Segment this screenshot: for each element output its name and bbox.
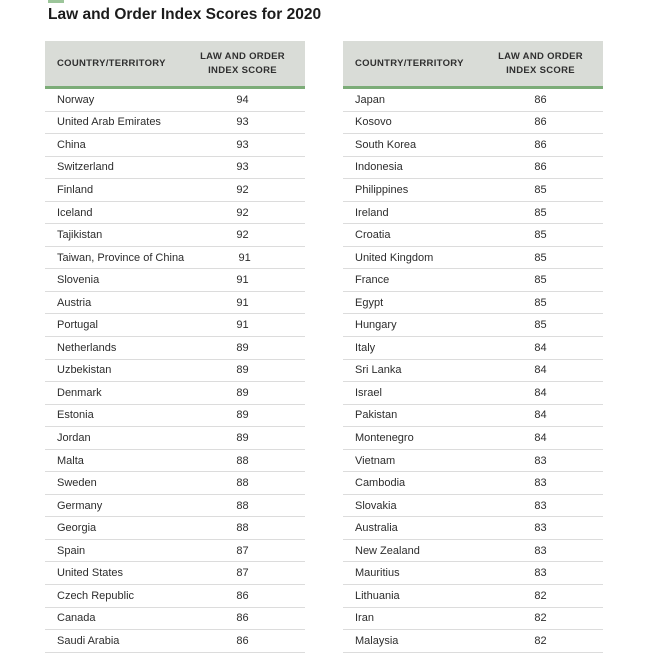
score-cell: 89: [236, 431, 249, 444]
country-cell: Kosovo: [355, 116, 392, 129]
table-row: [45, 314, 305, 337]
score-cell: 85: [534, 251, 547, 264]
country-cell: Croatia: [355, 229, 391, 242]
country-cell: Hungary: [355, 319, 397, 332]
country-cell: Uzbekistan: [57, 364, 112, 377]
table-row: [343, 157, 603, 180]
score-header-line1: LAW AND ORDER: [498, 50, 583, 62]
score-cell: 83: [534, 544, 547, 557]
score-header-line2: INDEX SCORE: [208, 64, 277, 76]
country-cell: Canada: [57, 612, 96, 625]
score-cell: 91: [236, 296, 249, 309]
table-row: [343, 337, 603, 360]
country-cell: Austria: [57, 296, 92, 309]
country-cell: South Korea: [355, 138, 417, 151]
country-cell: Cambodia: [355, 477, 406, 490]
country-cell: Taiwan, Province of China: [57, 251, 185, 264]
country-cell: Malta: [57, 454, 84, 467]
country-cell: Sri Lanka: [355, 364, 402, 377]
score-cell: 82: [534, 589, 547, 602]
table-row: [343, 495, 603, 518]
table-row: [45, 495, 305, 518]
country-cell: United Kingdom: [355, 251, 434, 264]
score-cell: 86: [236, 612, 249, 625]
score-cell: 94: [236, 93, 249, 106]
table-row: [45, 540, 305, 563]
country-cell: Egypt: [355, 296, 384, 309]
table-row: [45, 157, 305, 180]
score-cell: 85: [534, 183, 547, 196]
score-cell: 92: [236, 229, 249, 242]
score-cell: 84: [534, 431, 547, 444]
page-title: Law and Order Index Scores for 2020: [48, 6, 322, 23]
score-cell: 83: [534, 522, 547, 535]
country-cell: Malaysia: [355, 634, 399, 647]
score-cell: 91: [236, 274, 249, 287]
score-header-line2: INDEX SCORE: [506, 64, 575, 76]
country-cell: France: [355, 274, 390, 287]
country-cell: Vietnam: [355, 454, 396, 467]
table-row: [343, 269, 603, 292]
country-cell: Jordan: [57, 431, 91, 444]
score-cell: 85: [534, 296, 547, 309]
table-row: [45, 472, 305, 495]
score-cell: 87: [236, 567, 249, 580]
table-row: [45, 608, 305, 631]
country-cell: Mauritius: [355, 567, 400, 580]
table-header: [45, 41, 305, 89]
score-cell: 85: [534, 206, 547, 219]
country-cell: Montenegro: [355, 431, 414, 444]
table-row: [343, 314, 603, 337]
table-row: [343, 247, 603, 270]
score-cell: 83: [534, 477, 547, 490]
table-row: [45, 247, 305, 270]
country-cell: Australia: [355, 522, 398, 535]
country-cell: Pakistan: [355, 409, 398, 422]
table-row: [343, 134, 603, 157]
table-row: [343, 630, 603, 653]
score-cell: 92: [236, 183, 249, 196]
table-row: [343, 405, 603, 428]
country-cell: Iceland: [57, 206, 93, 219]
score-cell: 84: [534, 341, 547, 354]
table-row: [343, 112, 603, 135]
table-row: [343, 450, 603, 473]
table-row: [45, 112, 305, 135]
table-row: [45, 89, 305, 112]
score-cell: 89: [236, 364, 249, 377]
country-cell: United Arab Emirates: [57, 116, 161, 129]
score-cell: 89: [236, 386, 249, 399]
score-cell: 91: [236, 319, 249, 332]
country-cell: Sweden: [57, 477, 97, 490]
score-column-header: [478, 50, 603, 78]
table-row: [343, 540, 603, 563]
table-row: [45, 224, 305, 247]
score-cell: 85: [534, 274, 547, 287]
score-cell: 86: [534, 93, 547, 106]
country-cell: Lithuania: [355, 589, 400, 602]
country-cell: United States: [57, 567, 124, 580]
country-column-header: COUNTRY/TERRITORY: [57, 58, 166, 69]
table-row: [45, 337, 305, 360]
table-row: [343, 427, 603, 450]
country-cell: Netherlands: [57, 341, 117, 354]
country-cell: Italy: [355, 341, 376, 354]
country-cell: Slovakia: [355, 499, 397, 512]
score-cell: 83: [534, 454, 547, 467]
score-cell: 85: [534, 229, 547, 242]
country-cell: Czech Republic: [57, 589, 135, 602]
table-row: [45, 269, 305, 292]
score-cell: 85: [534, 319, 547, 332]
score-cell: 84: [534, 364, 547, 377]
score-cell: 92: [236, 206, 249, 219]
score-table-right: [343, 41, 603, 653]
country-cell: Norway: [57, 93, 95, 106]
table-row: [45, 292, 305, 315]
country-column-header: COUNTRY/TERRITORY: [355, 58, 464, 69]
score-cell: 86: [534, 138, 547, 151]
table-row: [343, 382, 603, 405]
score-cell: 93: [236, 138, 249, 151]
table-row: [343, 224, 603, 247]
table-row: [343, 517, 603, 540]
table-row: [45, 405, 305, 428]
score-cell: 82: [534, 634, 547, 647]
table-row: [45, 382, 305, 405]
table-row: [343, 360, 603, 383]
score-cell: 89: [236, 341, 249, 354]
score-cell: 88: [236, 499, 249, 512]
table-row: [45, 630, 305, 653]
country-cell: Spain: [57, 544, 86, 557]
country-cell: Saudi Arabia: [57, 634, 120, 647]
score-cell: 93: [236, 161, 249, 174]
table-row: [343, 89, 603, 112]
table-row: [45, 360, 305, 383]
score-cell: 88: [236, 454, 249, 467]
table-row: [343, 608, 603, 631]
table-row: [45, 134, 305, 157]
score-cell: 86: [236, 634, 249, 647]
country-cell: Switzerland: [57, 161, 114, 174]
country-cell: China: [57, 138, 86, 151]
table-row: [343, 562, 603, 585]
table-body: [45, 89, 305, 653]
country-cell: Slovenia: [57, 274, 100, 287]
table-body: [343, 89, 603, 653]
score-cell: 83: [534, 499, 547, 512]
country-cell: Finland: [57, 183, 94, 196]
score-cell: 84: [534, 409, 547, 422]
country-cell: Germany: [57, 499, 103, 512]
score-cell: 88: [236, 522, 249, 535]
score-cell: 86: [236, 589, 249, 602]
table-row: [45, 517, 305, 540]
table-row: [45, 427, 305, 450]
table-header: [343, 41, 603, 89]
country-cell: Portugal: [57, 319, 98, 332]
table-row: [45, 450, 305, 473]
country-cell: Georgia: [57, 522, 97, 535]
score-cell: 89: [236, 409, 249, 422]
table-row: [343, 202, 603, 225]
score-cell: 88: [236, 477, 249, 490]
score-cell: 93: [236, 116, 249, 129]
country-cell: Ireland: [355, 206, 389, 219]
table-row: [343, 292, 603, 315]
table-row: [45, 179, 305, 202]
country-cell: New Zealand: [355, 544, 420, 557]
score-column-header: [180, 50, 305, 78]
table-row: [45, 562, 305, 585]
score-cell: 86: [534, 116, 547, 129]
top-accent-dash: [48, 0, 64, 3]
table-row: [343, 472, 603, 495]
country-cell: Israel: [355, 386, 382, 399]
country-cell: Indonesia: [355, 161, 403, 174]
score-cell: 83: [534, 567, 547, 580]
score-header-line1: LAW AND ORDER: [200, 50, 285, 62]
score-cell: 91: [238, 251, 251, 264]
table-row: [343, 585, 603, 608]
table-row: [45, 585, 305, 608]
score-cell: 86: [534, 161, 547, 174]
country-cell: Estonia: [57, 409, 94, 422]
score-cell: 84: [534, 386, 547, 399]
country-cell: Denmark: [57, 386, 102, 399]
table-row: [45, 202, 305, 225]
country-cell: Philippines: [355, 183, 409, 196]
table-row: [343, 179, 603, 202]
country-cell: Tajikistan: [57, 229, 103, 242]
score-cell: 82: [534, 612, 547, 625]
score-table-left: [45, 41, 305, 653]
country-cell: Japan: [355, 93, 385, 106]
country-cell: Iran: [355, 612, 374, 625]
score-cell: 87: [236, 544, 249, 557]
